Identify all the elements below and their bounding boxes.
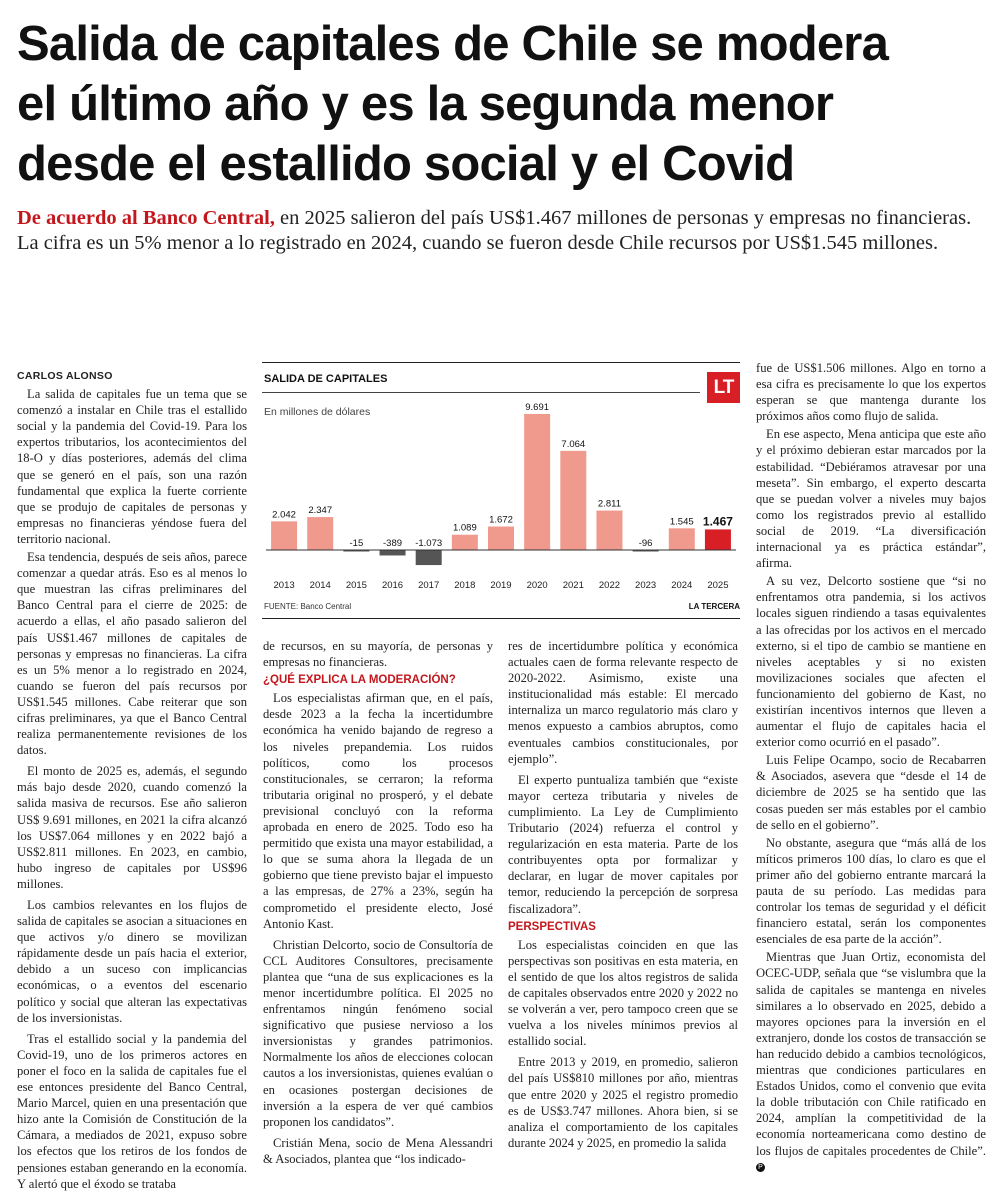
paragraph: Los especialistas afirman que, en el país, desde 2023 a la fecha la incertidumbre económica ha venido bajando de regreso a los niveles prepandemia. Los ruidos políticos, como los procesos constitucionales, se cerraron; la reforma tributaria original no prosperó, y el debate previsional concluyó con la reforma aprobada en enero de 2025. Todo eso ha permitido que exista una mayor estabilidad, a lo que se suma ahora la llegada de un gobierno que tiene previsto bajar el impuesto a las empresas, de 27% a 23%, según ha comprometido el presidente electo, José Antonio Kast. (263, 691, 493, 931)
chart-title: SALIDA DE CAPITALES (264, 373, 388, 385)
chart-bar (560, 451, 586, 550)
headline-line: desde el estallido social y el Covid (17, 137, 795, 191)
chart-bar (380, 550, 406, 555)
chart-data-label: 1.089 (452, 522, 477, 534)
chart-tick-label: 2018 (454, 580, 476, 591)
column-4 (756, 360, 986, 1175)
subhead-moderacion: ¿QUÉ EXPLICA LA MODERACIÓN? (263, 674, 456, 687)
headline-line: Salida de capitales de Chile se modera (17, 17, 889, 71)
chart-tick-label: 2024 (671, 580, 693, 591)
chart-brand: LA TERCERA (688, 602, 740, 611)
chart-data-label: -389 (383, 538, 403, 549)
paragraph: El experto puntualiza también que “existe mayor certeza tributaria y niveles de cumplimiento. La Ley de Cumplimiento Tributario (2024) refuerza el control y regularización en esta materia. Parte de los contribuyentes opta por formalizar y declarar, en lugar de mover capitales por temor, reduciendo la percepción de sorpresa fiscalizadora”. (508, 772, 738, 916)
chart-data-label: -96 (638, 538, 653, 549)
chart-plot (262, 362, 740, 602)
paragraph: Tras el estallido social y la pandemia del Covid-19, uno de los primeros actores en poner el foco en la salida de capitales fue el ese entonces presidente del Banco Central, Mario Marcel, quien en una presentación que hizo ante la Comisión de Constitución de la Cámara, a mediados de 2021, expuso sobre los efectos que los retiros de los fondos de pensiones estaban generando en la economía. Y alertó que el éxodo se trataba (17, 1031, 247, 1191)
paragraph: Los especialistas coinciden en que las perspectivas son positivas en esta materia, en el sentido de que los altos registros de salida de capitales observados entre 2020 y 2022 no se volverán a ver, pero tampoco creen que se vuelva a los niveles mínimos previos al estallido social. (508, 937, 738, 1049)
chart-bar (524, 414, 550, 550)
chart-tick-label: 2019 (490, 580, 512, 591)
paragraph: A su vez, Delcorto sostiene que “si no enfrentamos otra pandemia, si los activos locales siguen rindiendo a tasas equivalentes a las ofrecidas por los activos en el mercado externo, si el tipo de cambio se mantiene en niveles aceptables y si no existen movilizaciones sociales que afecten el funcionamiento del gobierno de Kast, no existirían incentivos internos que lleven a aumentar el flujo de capitales hacia el exterior como ocurrió en el pasado”. (756, 574, 986, 750)
chart-data-label: -15 (349, 538, 364, 549)
chart-data-label: 1.545 (669, 516, 694, 528)
column-3 (508, 638, 738, 1151)
chart-data-label: 9.691 (525, 402, 550, 413)
paragraph: de recursos, en su mayoría, de personas y empresas no financieras. (263, 639, 493, 670)
deck-text: en 2025 salieron del país US$1.467 millones de personas y empresas no financieras. La cifra es un 5% menor a lo registrado en 2024, cuando se fueron desde Chile recursos por US$1.545 millones. (17, 207, 972, 254)
paragraph: Los cambios relevantes en los flujos de salida de capitales se asocian a situaciones en que activos y/o dinero se movilizan rápidamente desde un país hacia el exterior, debido a un suceso con implicancias económicas, o a eventos del escenario político y social que alteran las expectativas de los inversionistas. (17, 898, 247, 1025)
chart (262, 362, 740, 619)
chart-tick-label: 2016 (381, 580, 404, 591)
chart-bottom-rule (262, 618, 740, 619)
end-mark-icon: P (756, 1163, 765, 1172)
chart-tick-label: 2013 (273, 580, 295, 591)
subhead-perspectivas: PERSPECTIVAS (508, 920, 596, 933)
chart-data-label: 2.347 (308, 505, 333, 517)
paragraph: Esa tendencia, después de seis años, parece comenzar a quedar atrás. Eso es al menos lo que muestran las cifras preliminares del Banco Central para el cierre de 2025: de acuerdo a ellas, el año pasado salieron del país US$1.467 millones de capitales de personas y empresas no financieras. La cifra es un 5% menor a lo registrado en 2024, cuando se fueron del país recursos por US$1.545 millones. Cabe reiterar que son cifras preliminares, ya que el Banco Central realiza permanentemente revisiones de los datos. (17, 550, 247, 758)
chart-bar (307, 517, 333, 550)
byline: CARLOS ALONSO (17, 370, 113, 382)
chart-tick-label: 2023 (635, 580, 657, 591)
chart-bar (596, 511, 622, 550)
chart-bar (669, 528, 695, 550)
chart-source: FUENTE: Banco Central (264, 602, 352, 611)
chart-data-label: 2.042 (272, 509, 296, 521)
chart-tick-label: 2015 (345, 580, 367, 591)
paragraph: La salida de capitales fue un tema que se comenzó a instalar en Chile tras el estallido social y la pandemia del Covid-19. Para los expertos tributarios, los acontecimientos del 18-O y días posteriores, además del clima que se generó en el país, son una razón fundamental que explica la fuerte corriente que se produjo de capitales de personas y empresas no financieras yéndose fuera del territorio nacional. (17, 387, 247, 546)
paragraph: Cristián Mena, socio de Mena Alessandri & Asociados, plantea que “los indicado- (263, 1135, 493, 1166)
chart-data-label: 2.811 (597, 498, 622, 510)
paragraph-text: Mientras que Juan Ortiz, economista del OCEC-UDP, señala que “se vislumbra que la salida de capitales se mantenga en niveles similares a lo observado en 2025, debido a mayores opciones para la inversión en el extranjero, donde los costos de transacción se han reducido debido a cambios tecnológicos, mientras que condiciones particulares en Estados Unidos, como el convenio que evita la doble tributación con Chile ratificado en 2024, amplían la competitividad de la economía norteamericana como destino de los flujos de capitales procedentes de Chile”. (756, 950, 986, 1158)
paragraph: Luis Felipe Ocampo, socio de Recabarren & Asociados, asevera que “desde el 14 de diciembre de 2025 se ha sentido que las cosas pueden ser más estables por el cambio de sello en el gobierno”. (756, 753, 986, 832)
paragraph: res de incertidumbre política y económica actuales caen de forma relevante respecto de 2020-2022. Asimismo, existe una institucionalidad más estable: El mercado internaliza un marco regulatorio más claro y menos expuesto a cambios abruptos, como eventuales cambios constitucionales, por ejemplo”. (508, 639, 738, 766)
chart-data-label: -1.073 (415, 538, 443, 549)
chart-bar (705, 529, 731, 550)
chart-bar (488, 527, 514, 550)
chart-data-label: 1.672 (489, 514, 513, 526)
chart-data-label: 1.467 (702, 514, 733, 529)
headline-line: el último año y es la segunda menor (17, 77, 834, 131)
deck (17, 206, 987, 255)
paragraph: Entre 2013 y 2019, en promedio, salieron del país US$810 millones por año, mientras que entre 2020 y 2025 el registro promedio es de US$3.747 millones. Ahora bien, si se analiza el comportamiento de los capitales durante 2024 y 2025, en promedio la salida (508, 1055, 738, 1150)
la-tercera-logo: LT (707, 372, 740, 403)
chart-tick-label: 2020 (526, 580, 548, 591)
chart-bar (452, 535, 478, 550)
chart-tick-label: 2017 (418, 580, 440, 591)
paragraph: El monto de 2025 es, además, el segundo más bajo desde 2020, cuando comenzó la salida masiva de recursos. Ese año salieron US$ 9.691 millones, en 2021 la cifra alcanzó los US$7.064 millones y en 2022 bajó a US$2.811 millones. En 2023, en cambio, hubo ingreso de capitales por US$96 millones. (17, 764, 247, 891)
chart-subtitle: En millones de dólares (264, 406, 371, 418)
column-1 (17, 368, 247, 1192)
column-2 (263, 638, 493, 1167)
chart-data-label: 7.064 (561, 438, 586, 450)
chart-bar (271, 521, 297, 550)
chart-tick-label: 2014 (309, 580, 331, 591)
paragraph: fue de US$1.506 millones. Algo en torno a esa cifra es precisamente lo que los expertos esperan se que mantenga durante los próximos años como flujo de salida. (756, 361, 986, 424)
paragraph: No obstante, asegura que “más allá de los míticos primeros 100 días, lo claro es que el primer año del gobierno entrante marcará la pauta de su período. Las medidas para controlar los temas de seguridad y el déficit financiero estatal, serán los componentes esenciales de esa parte de la acción”. (756, 835, 986, 947)
chart-bar (416, 550, 442, 565)
paragraph: En ese aspecto, Mena anticipa que este año y el próximo debieran estar marcados por la estabilidad. “Debiéramos atravesar por una meseta”. Sin embargo, el experto descarta que se puedan volver a niveles muy bajos como los registrados previo al estallido social de 2019. “La diversificación internacional ya es práctica estándar”, afirma. (756, 427, 986, 571)
deck-lead: De acuerdo al Banco Central, (17, 207, 275, 229)
paragraph: Christian Delcorto, socio de Consultoría de CCL Auditores Consultores, precisamente plantea que “una de sus explicaciones es la menor incertidumbre política. El 2025 no enfrentamos ningún fenómeno social significativo que pusiese nervioso a los inversionistas y grandes patrimonios. Normalmente los años de elecciones colocan cautos a los inversionistas, quienes evalúan o en ocasiones postergan decisiones de inversión a la espera de ver qué cambios proponen los candidatos”. (263, 937, 493, 1129)
chart-tick-label: 2022 (598, 580, 621, 591)
paragraph (756, 949, 986, 1174)
chart-tick-label: 2021 (562, 580, 584, 591)
chart-tick-label: 2025 (707, 580, 729, 591)
headline (17, 14, 987, 194)
